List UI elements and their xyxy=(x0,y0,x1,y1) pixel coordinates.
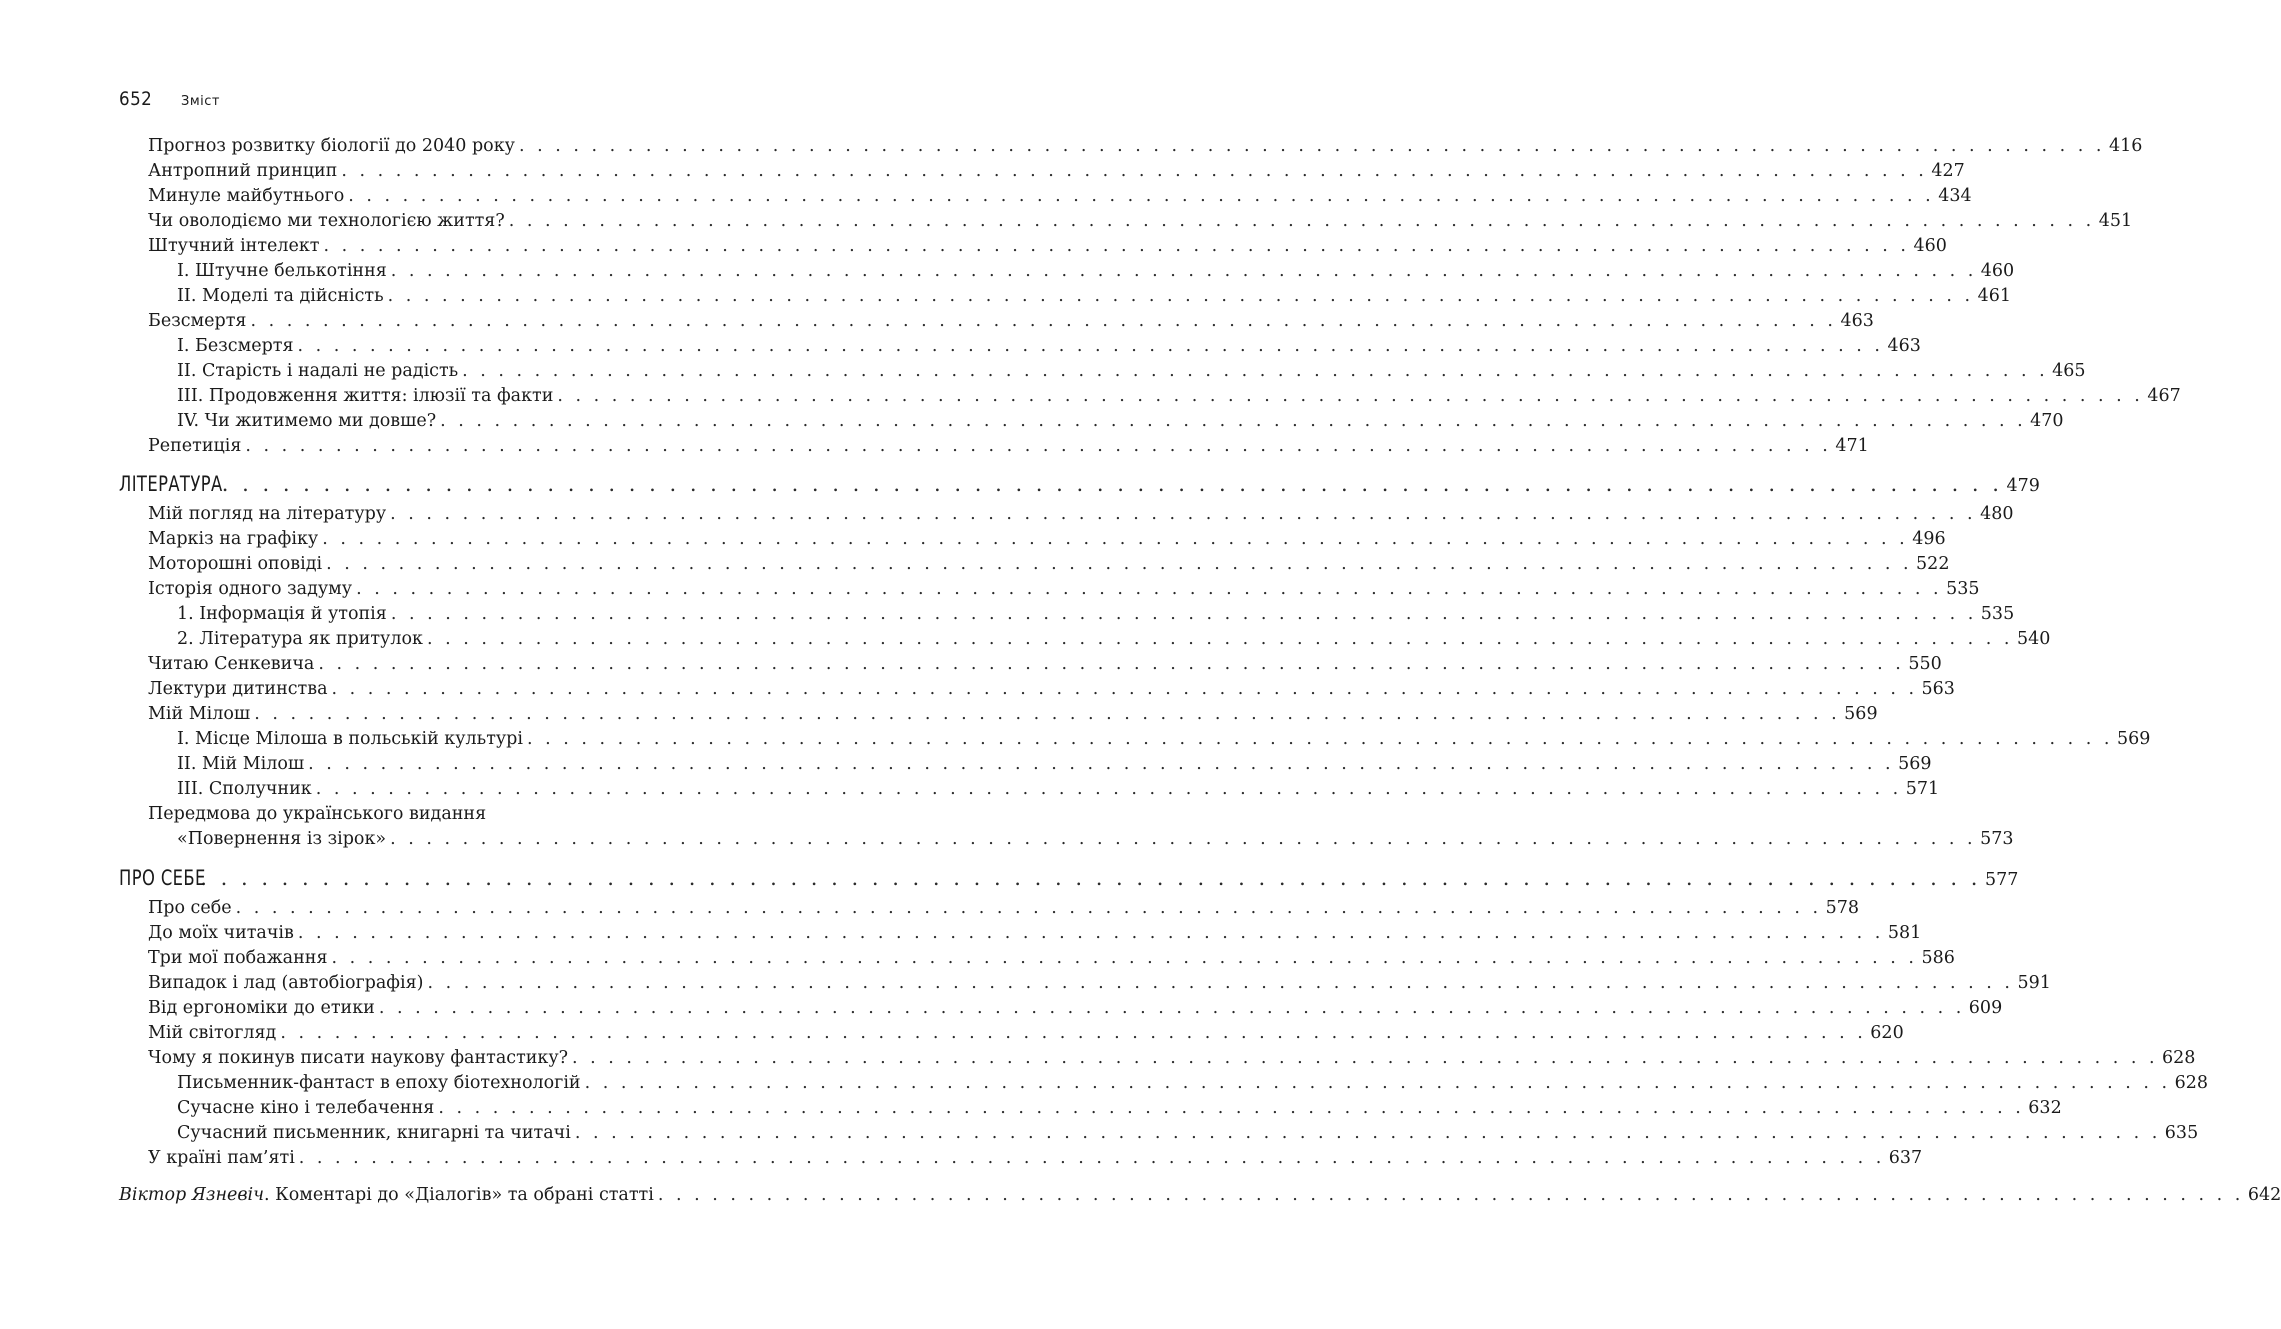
toc-entry-title: Три мої побажання xyxy=(148,948,328,968)
toc-page-number: 471 xyxy=(1835,436,1869,456)
toc-entry-title: I. Штучне белькотіння xyxy=(177,261,387,281)
toc-leader-dots: . . . . . . . . . . . . . . . . . . . . . . . . . . . . . . . . . . . . . . . . . . . . . . . . . . . . . . . . . . . . . . . . . . . . . . . . . . . . . . . . . . . . . . . . xyxy=(235,898,1822,918)
toc-entry-title: Безсмертя xyxy=(148,311,247,331)
toc-entry-title: Штучний інтелект xyxy=(148,236,320,256)
toc-entry[interactable] xyxy=(148,921,1922,945)
toc-entry-title: II. Моделі та дійсність xyxy=(177,286,384,306)
toc-entry[interactable] xyxy=(177,1096,2062,1120)
toc-entry[interactable] xyxy=(148,309,1874,333)
toc-entry-title: Сучасне кіно і телебачення xyxy=(177,1098,435,1118)
toc-entry[interactable] xyxy=(148,209,2133,233)
toc-entry[interactable] xyxy=(177,1071,2208,1095)
toc-page-number: 620 xyxy=(1870,1023,1904,1043)
toc-page-number: 460 xyxy=(1980,261,2015,281)
toc-page-number: 535 xyxy=(1980,604,2015,624)
toc-entry-title: IV. Чи житимемо ми довше? xyxy=(177,411,437,431)
toc-entry-title: Репетиція xyxy=(148,436,242,456)
toc-entry-title: Передмова до українського видання xyxy=(148,804,487,824)
toc-entry-title: III. Продовження життя: ілюзії та факти xyxy=(177,386,554,406)
toc-page-number: 540 xyxy=(2016,629,2051,649)
toc-page-number: 460 xyxy=(1913,236,1947,256)
toc-entry[interactable] xyxy=(177,602,2015,626)
toc-page-number: 569 xyxy=(1898,754,1932,774)
toc-entry[interactable] xyxy=(177,1121,2199,1145)
toc-leader-dots: . . . . . . . . . . . . . . . . . . . . . . . . . . . . . . . . . . . . . . . . . . . . . . . . . . . . . . . . . . . . . . . . . . . . . . . . . . . . . . . . . . . . . . . . xyxy=(331,948,1918,968)
toc-entry-title: I. Безсмертя xyxy=(177,336,294,356)
toc-leader-dots: . . . . . . . . . . . . . . . . . . . . . . . . . . . . . . . . . . . . . . . . . . . . . . . . . . . . . . . . . . . . . . . . . . . . . . . . . . . . . . . . . . . . . . . . xyxy=(322,529,1909,549)
toc-entry[interactable] xyxy=(177,359,2086,383)
toc-entry[interactable] xyxy=(177,259,2015,283)
toc-page-number: 434 xyxy=(1938,186,1972,206)
toc-page-number: 463 xyxy=(1887,336,1921,356)
running-head xyxy=(119,88,220,112)
toc-leader-dots: . . . . . . . . . . . . . . . . . . . . . . . . . . . . . . . . . . . . . . . . . . . . . . . . . . . . . . . . . . . . . . . . . . . . . . . . . . . . . . . . . . . . . . . . xyxy=(387,286,1974,306)
toc-leader-dots: . . . . . . . . . . . . . . . . . . . . . . . . . . . . . . . . . . . . . . . . . . . . . . . . . . . . . . . . . . . . . . . . . . . . . . . . . . . . . . . . . . . . . . . . xyxy=(200,866,1981,890)
toc-entry-title: Мій світогляд xyxy=(148,1023,277,1043)
toc-page-number: 581 xyxy=(1887,923,1922,943)
toc-page-number: 578 xyxy=(1825,898,1860,918)
toc-page-number: 427 xyxy=(1931,161,1965,181)
toc-leader-dots: . . . . . . . . . . . . . . . . . . . . . . . . . . . . . . . . . . . . . . . . . . . . . . . . . . . . . . . . . . . . . . . . . . . . . . . . . . . . . . . . . . . . . . . . xyxy=(390,604,1977,624)
toc-leader-dots: . . . . . . . . . . . . . . . . . . . . . . . . . . . . . . . . . . . . . . . . . . . . . . . . . . . . . . . . . . . . . . . . . . . . . . . . . . . . . . . . . . . . . . . . xyxy=(245,436,1832,456)
toc-entry-title: До моїх читачів xyxy=(148,923,294,943)
toc-leader-dots: . . . . . . . . . . . . . . . . . . . . . . . . . . . . . . . . . . . . . . . . . . . . . . . . . . . . . . . . . . . . . . . . . . . . . . . . . . . . . . . . . . . . . . . . xyxy=(518,136,2105,156)
toc-page-number: 586 xyxy=(1921,948,1955,968)
toc-leader-dots: . . . . . . . . . . . . . . . . . . . . . . . . . . . . . . . . . . . . . . . . . . . . . . . . . . . . . . . . . . . . . . . . . . . . . . . . . . . . . . . . . . . . . . . . xyxy=(557,386,2144,406)
toc-entry[interactable] xyxy=(148,184,1972,208)
toc-entry-title: Прогноз розвитку біології до 2040 року xyxy=(148,136,515,156)
toc-entry-title: Моторошні оповіді xyxy=(148,554,323,574)
toc-leader-dots: . . . . . . . . . . . . . . . . . . . . . . . . . . . . . . . . . . . . . . . . . . . . . . . . . . . . . . . . . . . . . . . . . . . . . . . . . . . . . . . . . . . . . . . . xyxy=(280,1023,1867,1043)
toc-leader-dots: . . . . . . . . . . . . . . . . . . . . . . . . . . . . . . . . . . . . . . . . . . . . . . . . . . . . . . . . . . . . . . . . . . . . . . . . . . . . . . . . . . . . . . . . xyxy=(221,472,2003,496)
toc-entry[interactable] xyxy=(148,896,1860,920)
toc-entry[interactable] xyxy=(177,827,2014,851)
toc-page-number: 609 xyxy=(1968,998,2003,1018)
toc-page-number: 480 xyxy=(1980,504,2014,524)
toc-entry[interactable] xyxy=(148,502,2014,526)
toc-entry[interactable] xyxy=(177,384,2181,408)
toc-leader-dots: . . . . . . . . . . . . . . . . . . . . . . . . . . . . . . . . . . . . . . . . . . . . . . . . . . . . . . . . . . . . . . . . . . . . . . . . . . . . . . . . . . . . . . . . xyxy=(462,361,2049,381)
toc-page-number: 522 xyxy=(1916,554,1950,574)
toc-leader-dots: . . . . . . . . . . . . . . . . . . . . . . . . . . . . . . . . . . . . . . . . . . . . . . . . . . . . . . . . . . . . . . . . . . . . . . . . . . . . . . . . . . . . . . . . xyxy=(526,729,2113,749)
toc-leader-dots: . . . . . . . . . . . . . . . . . . . . . . . . . . . . . . . . . . . . . . . . . . . . . . . . . . . . . . . . . . . . . . . . . . . . . . . . . . . . . . . . . . . . . . . . xyxy=(440,411,2027,431)
toc-leader-dots: . . . . . . . . . . . . . . . . . . . . . . . . . . . . . . . . . . . . . . . . . . . . . . . . . . . . . . . . . . . . . . . . . . . . . . . . . . . . . . . . . . . . . . . . xyxy=(341,161,1928,181)
toc-entry-title: Мій погляд на літературу xyxy=(148,504,387,524)
toc-leader-dots: . . . . . . . . . . . . . . . . . . . . . . . . . . . . . . . . . . . . . . . . . . . . . . . . . . . . . . . . . . . . . . . . . . . . . . . . . . . . . . . . . . . . . . . . xyxy=(427,973,2014,993)
toc-page-number: 637 xyxy=(1888,1148,1923,1168)
toc-entry[interactable] xyxy=(148,234,1947,258)
toc-entry-title: Випадок і лад (автобіографія) xyxy=(148,973,424,993)
toc-page-number: 563 xyxy=(1921,679,1955,699)
toc-entry-title: I. Місце Мілоша в польській культурі xyxy=(177,729,523,749)
toc-entry-title: Сучасний письменник, книгарні та читачі xyxy=(177,1123,571,1143)
toc-leader-dots: . . . . . . . . . . . . . . . . . . . . . . . . . . . . . . . . . . . . . . . . . . . . . . . . . . . . . . . . . . . . . . . . . . . . . . . . . . . . . . . . . . . . . . . . xyxy=(574,1123,2161,1143)
toc-leader-dots: . . . . . . . . . . . . . . . . . . . . . . . . . . . . . . . . . . . . . . . . . . . . . . . . . . . . . . . . . . . . . . . . . . . . . . . . . . . . . . . . . . . . . . . . xyxy=(348,186,1935,206)
page-number: 652 xyxy=(119,88,153,110)
toc-entry[interactable] xyxy=(148,996,2003,1020)
toc-leader-dots: . . . . . . . . . . . . . . . . . . . . . . . . . . . . . . . . . . . . . . . . . . . . . . . . . . . . . . . . . . . . . . . . . . . . . . . . . . . . . . . . . . . . . . . . xyxy=(315,779,1902,799)
toc-page-number: 577 xyxy=(1984,870,2019,890)
toc-entry-title: Маркіз на графіку xyxy=(148,529,319,549)
toc-page-number: 628 xyxy=(2162,1048,2196,1068)
toc-entry-title: III. Сполучник xyxy=(177,779,312,799)
toc-page-number: 573 xyxy=(1980,829,2014,849)
toc-page-number: 461 xyxy=(1977,286,2011,306)
toc-entry-title: ПРО СЕБЕ xyxy=(119,866,206,890)
toc-section-heading[interactable] xyxy=(119,472,2040,498)
toc-entry-title: Антропний принцип xyxy=(148,161,338,181)
toc-leader-dots: . . . . . . . . . . . . . . . . . . . . . . . . . . . . . . . . . . . . . . . . . . . . . . . . . . . . . . . . . . . . . . . . . . . . . . . . . . . . . . . . . . . . . . . . xyxy=(297,336,1884,356)
toc-leader-dots: . . . . . . . . . . . . . . . . . . . . . . . . . . . . . . . . . . . . . . . . . . . . . . . . . . . . . . . . . . . . . . . . . . . . . . . . . . . . . . . . . . . . . . . . xyxy=(390,261,1977,281)
toc-entry[interactable] xyxy=(148,552,1950,576)
toc-section-heading[interactable] xyxy=(119,866,2019,892)
toc-leader-dots: . . . . . . . . . . . . . . . . . . . . . . . . . . . . . . . . . . . . . . . . . . . . . . . . . . . . . . . . . . . . . . . . . . . . . . . . . . . . . . . . . . . . . . . . xyxy=(426,629,2013,649)
toc-page-number: 467 xyxy=(2147,386,2181,406)
toc-page-number: 535 xyxy=(1946,579,1980,599)
toc-entry-title: Минуле майбутнього xyxy=(148,186,345,206)
toc-page-number: 496 xyxy=(1912,529,1946,549)
toc-leader-dots: . . . . . . . . . . . . . . . . . . . . . . . . . . . . . . . . . . . . . . . . . . . . . . . . . . . . . . . . . . . . . . . . . . . . . . . . . . . . . . . . . . . . . . . . xyxy=(657,1185,2244,1205)
toc-entry[interactable] xyxy=(148,1146,1923,1170)
toc-entry[interactable] xyxy=(177,334,1921,358)
toc-final-entry[interactable] xyxy=(119,1183,2281,1207)
toc-entry-author: Віктор Язневіч xyxy=(119,1185,265,1205)
toc-leader-dots: . . . . . . . . . . . . . . . . . . . . . . . . . . . . . . . . . . . . . . . . . . . . . . . . . . . . . . . . . . . . . . . . . . . . . . . . . . . . . . . . . . . . . . . . xyxy=(378,998,1965,1018)
toc-entry-title-rest: . Коментарі до «Діалогів» та обрані статті xyxy=(264,1185,654,1205)
toc-entry-title: Історія одного задуму xyxy=(148,579,353,599)
toc-entry[interactable] xyxy=(177,284,2011,308)
toc-entry[interactable] xyxy=(148,434,1869,458)
running-head-title: Зміст xyxy=(181,94,220,109)
toc-entry-title: Письменник-фантаст в епоху біотехнологій xyxy=(177,1073,581,1093)
toc-entry-title: 1. Інформація й утопія xyxy=(177,604,387,624)
toc-entry[interactable] xyxy=(177,627,2051,651)
toc-entry-title: «Повернення із зірок» xyxy=(177,829,387,849)
toc-entry-title: У країні пам’яті xyxy=(148,1148,295,1168)
toc-entry-title: ЛІТЕРАТУРА xyxy=(119,472,223,496)
toc-entry[interactable] xyxy=(148,1021,1904,1045)
toc-page-number: 451 xyxy=(2098,211,2133,231)
toc-entry-title: Чи оволодіємо ми технологією життя? xyxy=(148,211,505,231)
toc-leader-dots: . . . . . . . . . . . . . . . . . . . . . . . . . . . . . . . . . . . . . . . . . . . . . . . . . . . . . . . . . . . . . . . . . . . . . . . . . . . . . . . . . . . . . . . . xyxy=(323,236,1910,256)
toc-leader-dots: . . . . . . . . . . . . . . . . . . . . . . . . . . . . . . . . . . . . . . . . . . . . . . . . . . . . . . . . . . . . . . . . . . . . . . . . . . . . . . . . . . . . . . . . xyxy=(298,1148,1885,1168)
toc-page-number: 642 xyxy=(2247,1185,2281,1205)
toc-page-number: 470 xyxy=(2030,411,2064,431)
toc-page-number: 463 xyxy=(1840,311,1874,331)
toc-entry-title: Читаю Сенкевича xyxy=(148,654,315,674)
toc-entry[interactable] xyxy=(177,777,1940,801)
toc-leader-dots: . . . . . . . . . . . . . . . . . . . . . . . . . . . . . . . . . . . . . . . . . . . . . . . . . . . . . . . . . . . . . . . . . . . . . . . . . . . . . . . . . . . . . . . . xyxy=(250,311,1837,331)
toc-page-number: 571 xyxy=(1905,779,1940,799)
toc-entry[interactable] xyxy=(177,752,1932,776)
toc-entry[interactable] xyxy=(148,652,1942,676)
toc-entry[interactable] xyxy=(148,677,1955,701)
toc-page-number: 569 xyxy=(2116,729,2151,749)
toc-leader-dots: . . . . . . . . . . . . . . . . . . . . . . . . . . . . . . . . . . . . . . . . . . . . . . . . . . . . . . . . . . . . . . . . . . . . . . . . . . . . . . . . . . . . . . . . xyxy=(318,654,1905,674)
toc-entry-title: Мій Мілош xyxy=(148,704,251,724)
toc-leader-dots: . . . . . . . . . . . . . . . . . . . . . . . . . . . . . . . . . . . . . . . . . . . . . . . . . . . . . . . . . . . . . . . . . . . . . . . . . . . . . . . . . . . . . . . . xyxy=(438,1098,2025,1118)
toc-leader-dots: . . . . . . . . . . . . . . . . . . . . . . . . . . . . . . . . . . . . . . . . . . . . . . . . . . . . . . . . . . . . . . . . . . . . . . . . . . . . . . . . . . . . . . . . xyxy=(331,679,1918,699)
toc-entry[interactable] xyxy=(148,527,1946,551)
toc-page-number: 479 xyxy=(2006,476,2040,496)
toc-entry-title: Лектури дитинства xyxy=(148,679,328,699)
toc-leader-dots: . . . . . . . . . . . . . . . . . . . . . . . . . . . . . . . . . . . . . . . . . . . . . . . . . . . . . . . . . . . . . . . . . . . . . . . . . . . . . . . . . . . . . . . . xyxy=(584,1073,2171,1093)
toc-entry-title: II. Мій Мілош xyxy=(177,754,305,774)
toc-entry[interactable] xyxy=(148,971,2051,995)
toc-entry[interactable] xyxy=(148,702,1878,726)
toc-page-number: 465 xyxy=(2052,361,2086,381)
toc-entry[interactable] xyxy=(148,577,1980,601)
toc-page-number: 591 xyxy=(2017,973,2051,993)
toc-leader-dots: . . . . . . . . . . . . . . . . . . . . . . . . . . . . . . . . . . . . . . . . . . . . . . . . . . . . . . . . . . . . . . . . . . . . . . . . . . . . . . . . . . . . . . . . xyxy=(390,504,1977,524)
toc-entry[interactable] xyxy=(148,1046,2196,1070)
toc-page-number: 550 xyxy=(1908,654,1942,674)
toc-leader-dots: . . . . . . . . . . . . . . . . . . . . . . . . . . . . . . . . . . . . . . . . . . . . . . . . . . . . . . . . . . . . . . . . . . . . . . . . . . . . . . . . . . . . . . . . xyxy=(254,704,1841,724)
toc-entry-title: II. Старість і надалі не радість xyxy=(177,361,459,381)
toc-entry-title: Від ергономіки до етики xyxy=(148,998,375,1018)
toc-entry-title xyxy=(119,1183,654,1207)
toc-leader-dots: . . . . . . . . . . . . . . . . . . . . . . . . . . . . . . . . . . . . . . . . . . . . . . . . . . . . . . . . . . . . . . . . . . . . . . . . . . . . . . . . . . . . . . . . xyxy=(508,211,2095,231)
toc-page-number: 632 xyxy=(2028,1098,2062,1118)
toc-entry[interactable] xyxy=(177,409,2064,433)
toc-page-number: 635 xyxy=(2164,1123,2199,1143)
toc-leader-dots: . . . . . . . . . . . . . . . . . . . . . . . . . . . . . . . . . . . . . . . . . . . . . . . . . . . . . . . . . . . . . . . . . . . . . . . . . . . . . . . . . . . . . . . . xyxy=(326,554,1913,574)
toc-leader-dots: . . . . . . . . . . . . . . . . . . . . . . . . . . . . . . . . . . . . . . . . . . . . . . . . . . . . . . . . . . . . . . . . . . . . . . . . . . . . . . . . . . . . . . . . xyxy=(297,923,1884,943)
toc-entry-title: 2. Література як притулок xyxy=(177,629,423,649)
toc-page-number: 628 xyxy=(2174,1073,2208,1093)
toc-entry[interactable] xyxy=(148,134,2143,158)
toc-page-number: 569 xyxy=(1844,704,1878,724)
toc-entry-title: Чому я покинув писати наукову фантастику? xyxy=(148,1048,569,1068)
toc-page-number: 416 xyxy=(2108,136,2143,156)
toc-leader-dots: . . . . . . . . . . . . . . . . . . . . . . . . . . . . . . . . . . . . . . . . . . . . . . . . . . . . . . . . . . . . . . . . . . . . . . . . . . . . . . . . . . . . . . . . xyxy=(356,579,1943,599)
toc-entry[interactable] xyxy=(177,727,2151,751)
toc-entry-title: Про себе xyxy=(148,898,232,918)
toc-entry[interactable] xyxy=(148,159,1965,183)
toc-leader-dots: . . . . . . . . . . . . . . . . . . . . . . . . . . . . . . . . . . . . . . . . . . . . . . . . . . . . . . . . . . . . . . . . . . . . . . . . . . . . . . . . . . . . . . . . xyxy=(308,754,1895,774)
toc-leader-dots: . . . . . . . . . . . . . . . . . . . . . . . . . . . . . . . . . . . . . . . . . . . . . . . . . . . . . . . . . . . . . . . . . . . . . . . . . . . . . . . . . . . . . . . . xyxy=(390,829,1977,849)
toc-leader-dots: . . . . . . . . . . . . . . . . . . . . . . . . . . . . . . . . . . . . . . . . . . . . . . . . . . . . . . . . . . . . . . . . . . . . . . . . . . . . . . . . . . . . . . . . xyxy=(572,1048,2159,1068)
toc-entry[interactable] xyxy=(148,946,1955,970)
